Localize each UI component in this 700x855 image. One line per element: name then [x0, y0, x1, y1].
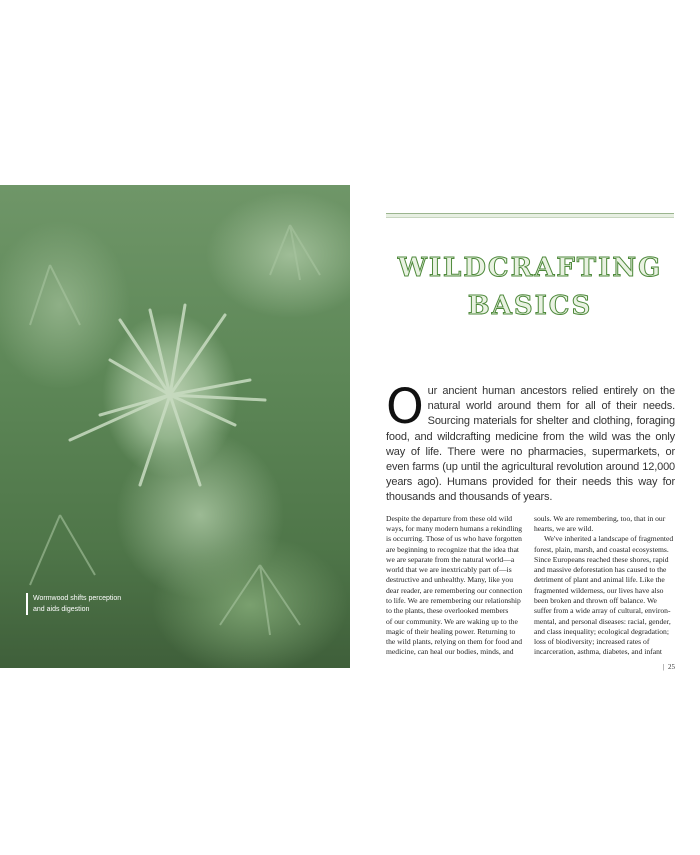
- body-text-line: hearts, we are wild.: [534, 523, 594, 533]
- chapter-title-line1: WILDCRAFTING: [397, 253, 663, 283]
- body-text-line: suffer from a wide array of cultural, environ-: [534, 606, 671, 616]
- body-text-line: incarceration, asthma, diabetes, and infant: [534, 647, 662, 657]
- body-text-line: destructive and unhealthy. Many, like you: [386, 575, 514, 585]
- body-text-line: souls. We are remembering, too, that in our: [534, 513, 666, 523]
- body-text-line: been broken and thrown off balance. We: [534, 596, 657, 605]
- body-text-line: world that we are inextricably part of—is: [386, 565, 512, 575]
- body-text-line: the wild plants, relying on them for food and: [386, 637, 523, 647]
- body-text-line: Despite the departure from these old wild: [386, 513, 513, 523]
- body-text-line: loss of biodiversity; increased rates of: [534, 637, 650, 647]
- body-text-line: to the plants, these overlooked members: [386, 606, 509, 616]
- body-text-line: dear reader, are remembering our connection: [386, 585, 523, 595]
- body-text-line: we are separate from the natural world—a: [386, 554, 515, 564]
- page-number: | 25: [663, 662, 675, 671]
- body-columns: [386, 514, 675, 658]
- intro-text: ur ancient human ancestors relied entirely on the natural world around them for all of their needs. Sourcing materials for shelter and clothing, foraging food, and wildcrafting medicine from the wild was the only way of life. There were no pharmacies, supermarkets, or even farms (up until the agricultural revolution around 12,000 years ago). Humans provided for their needs this way for thousands and thousands of years.: [386, 385, 675, 504]
- body-text-line: is occurring. Those of us who have forgotten: [386, 534, 522, 544]
- body-text-line: magic of their healing power. Returning to: [386, 626, 516, 636]
- wormwood-photo: [0, 185, 350, 668]
- chapter-divider-rule: [386, 213, 674, 218]
- body-text-line: to life. We are remembering our relationship: [386, 596, 521, 605]
- body-text-line: Since Europeans reached these shores, rapid: [534, 554, 669, 564]
- body-text-line: are beginning to recognize that the idea that: [386, 544, 520, 554]
- body-text-line: fragmented wilderness, our lives have also: [534, 585, 664, 595]
- intro-paragraph: [386, 379, 675, 506]
- drop-cap: O: [386, 379, 424, 435]
- body-text-line: detriment of plant and animal life. Like the: [534, 575, 665, 585]
- photo-caption: Wormwood shifts perception and aids digestion: [26, 593, 123, 615]
- body-text-line: forest, plain, marsh, and coastal ecosystems.: [534, 544, 669, 554]
- page-number-value: 25: [668, 662, 675, 671]
- chapter-title: [376, 252, 684, 322]
- body-text-line: mental, and personal diseases: racial, gender,: [534, 616, 671, 626]
- body-text-line: ways, for many modern humans a rekindling: [386, 523, 523, 533]
- body-text-line: We've inherited a landscape of fragmented: [544, 534, 674, 544]
- body-text-line: of our community. We are waking up to the: [386, 616, 518, 626]
- body-text-line: and massive deforestation has caused to the: [534, 565, 667, 575]
- chapter-title-line2: BASICS: [467, 291, 593, 321]
- body-text-line: and class inequality; ecological degradation;: [534, 626, 669, 636]
- body-text-line: medicine, can heal our bodies, minds, and: [386, 647, 514, 657]
- chapter-text: [386, 379, 675, 672]
- body-column-right: [534, 514, 675, 658]
- body-column-left: [386, 514, 527, 658]
